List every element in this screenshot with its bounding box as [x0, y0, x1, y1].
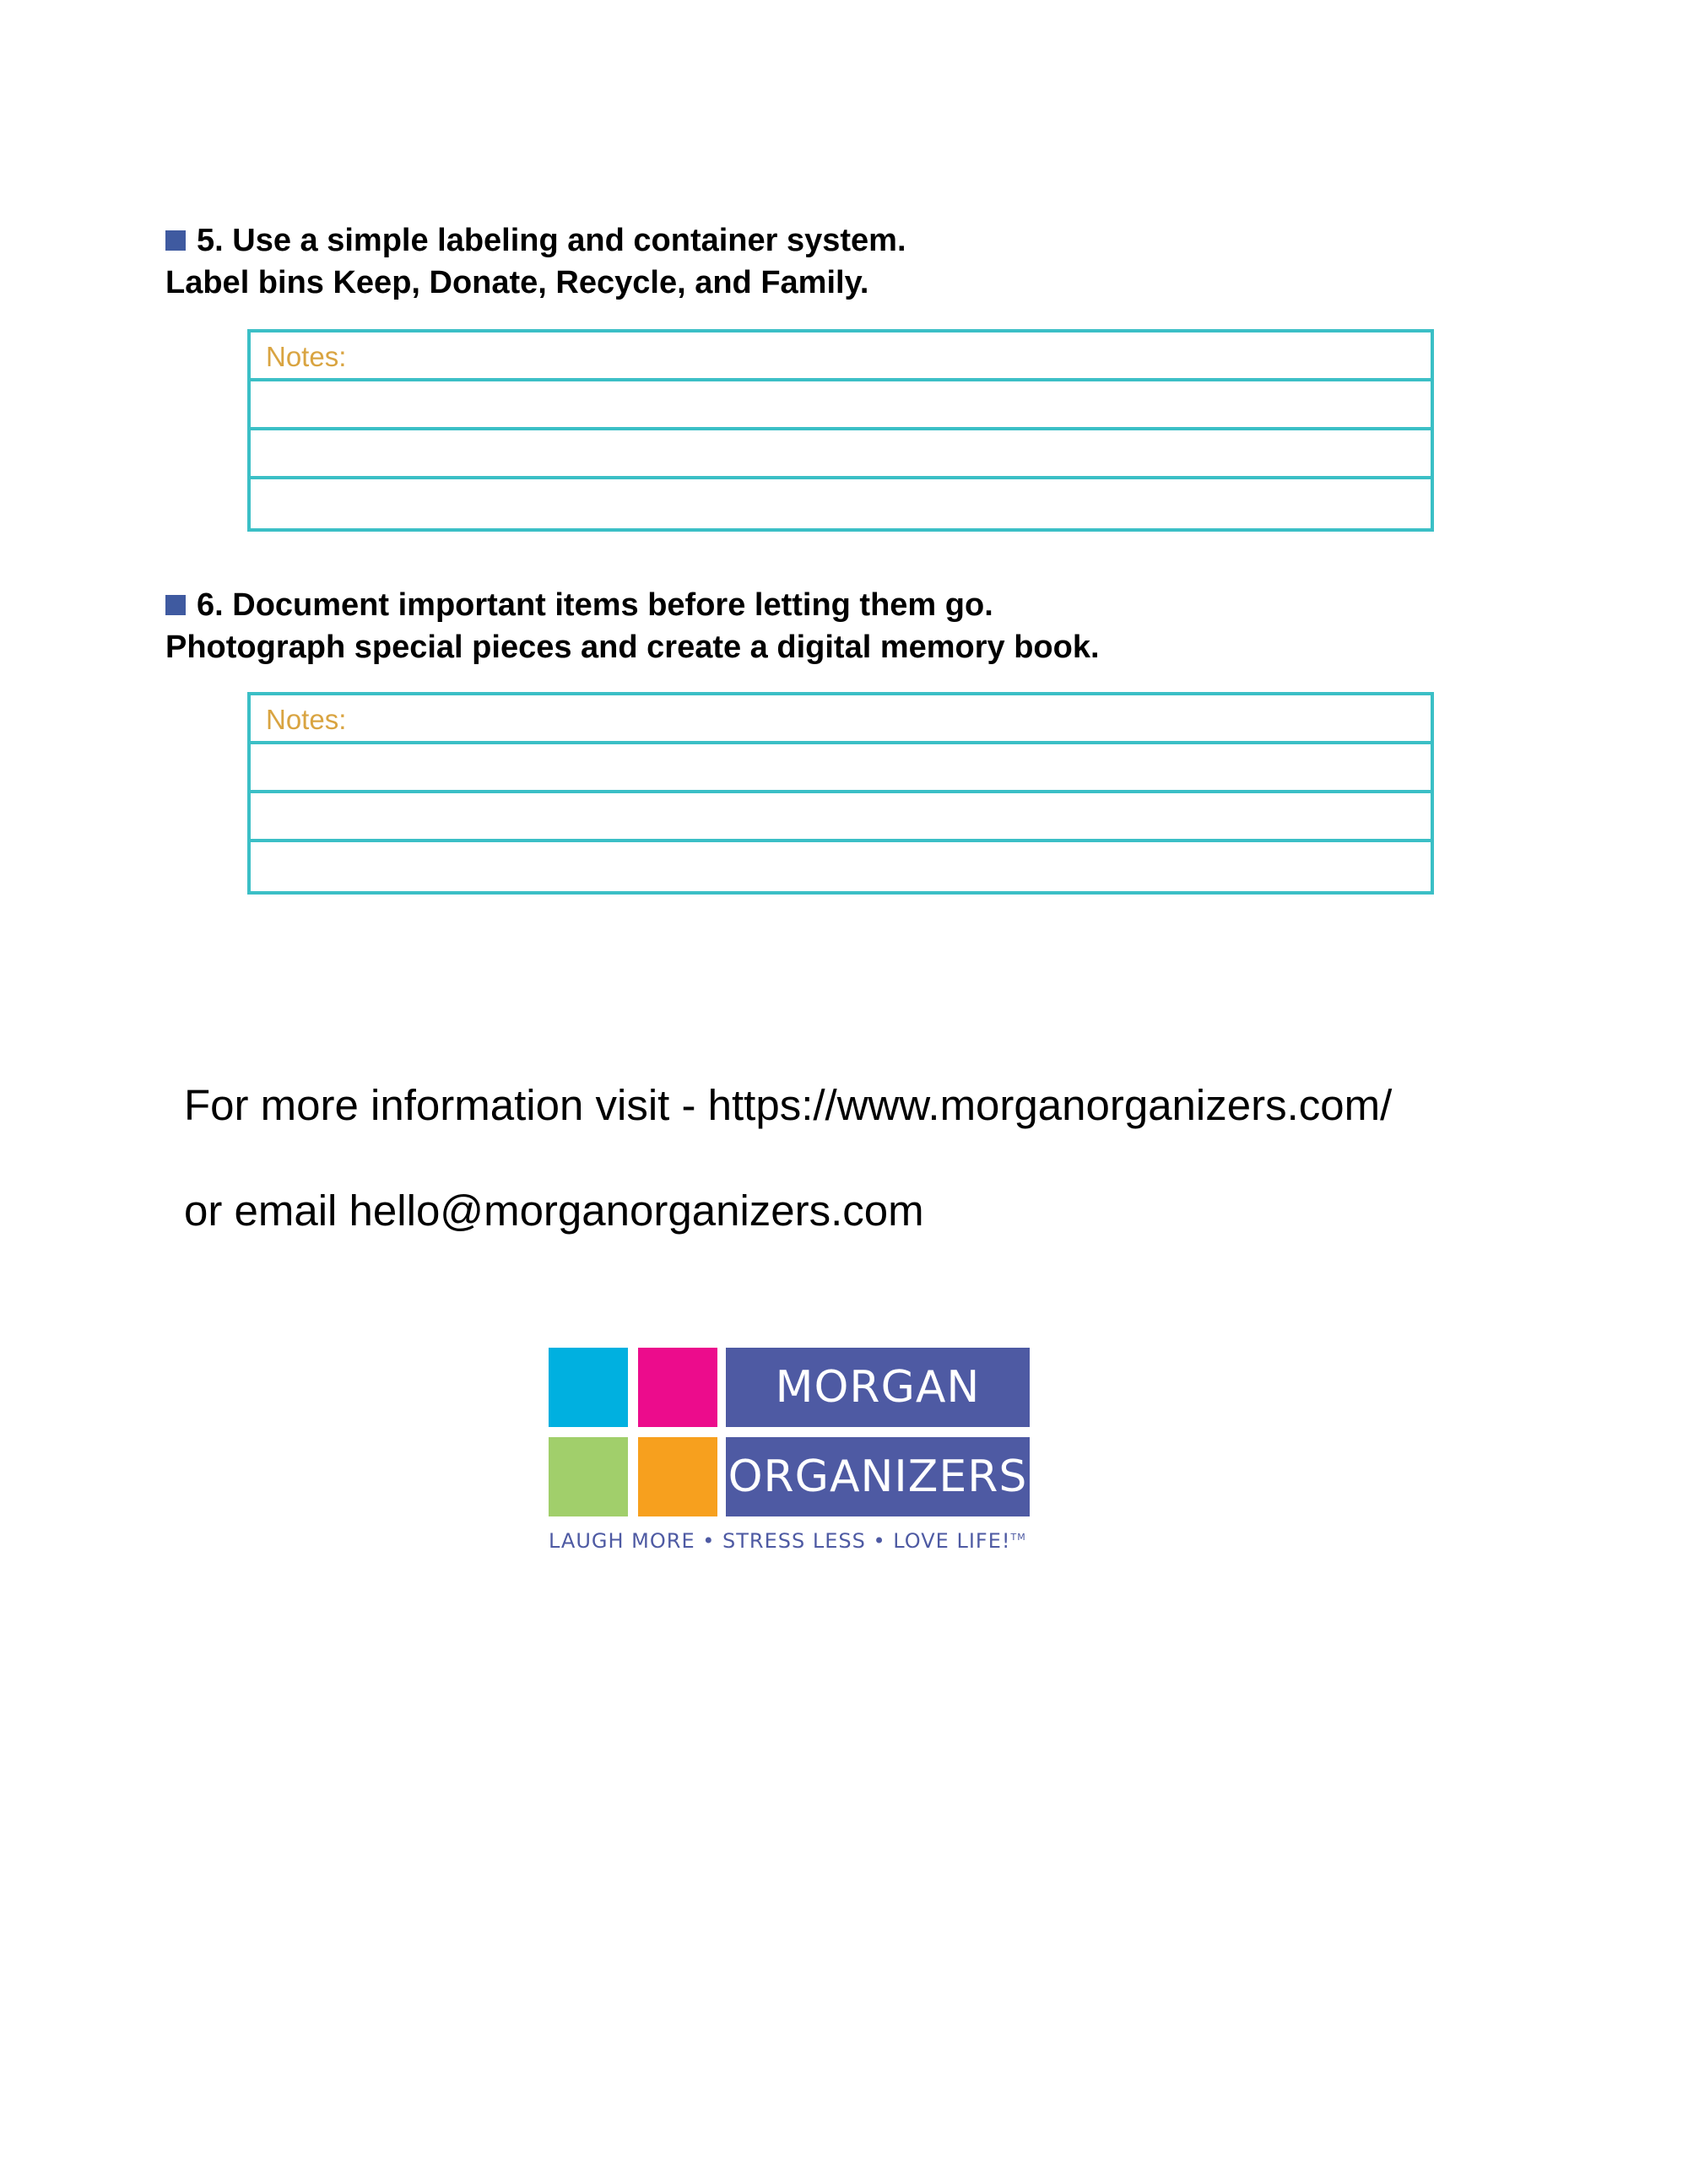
morgan-organizers-logo: [549, 1348, 1038, 1553]
logo-square-green: [549, 1437, 628, 1516]
section-subtext: Photograph special pieces and create a digital memory book.: [165, 630, 1100, 665]
section-heading: [165, 584, 1100, 626]
logo-square-orange: [638, 1437, 717, 1516]
notes-line[interactable]: [251, 744, 1431, 793]
notes-line[interactable]: [251, 479, 1431, 528]
square-bullet-icon: [165, 230, 186, 251]
contact-email-text: or email hello@morganorganizers.com: [184, 1187, 924, 1235]
notes-label: Notes:: [266, 341, 347, 372]
logo-square-cyan: [549, 1348, 628, 1427]
notes-line[interactable]: [251, 695, 1431, 744]
notes-label: Notes:: [266, 704, 347, 735]
notes-box-6: [247, 692, 1434, 895]
section-title: 5. Use a simple labeling and container system.: [197, 223, 906, 258]
section-title: 6. Document important items before letting them go.: [197, 587, 993, 623]
notes-line[interactable]: [251, 430, 1431, 479]
notes-line[interactable]: [251, 381, 1431, 430]
notes-box-5: [247, 329, 1434, 532]
logo-square-magenta: [638, 1348, 717, 1427]
notes-line[interactable]: [251, 332, 1431, 381]
square-bullet-icon: [165, 595, 186, 615]
section-6: [165, 584, 1100, 668]
notes-line[interactable]: [251, 842, 1431, 891]
notes-line[interactable]: [251, 793, 1431, 842]
logo-trademark: TM: [1010, 1532, 1026, 1543]
logo-tagline-text: LAUGH MORE • STRESS LESS • LOVE LIFE!: [549, 1529, 1011, 1553]
contact-visit-text: For more information visit - https://www.morganorganizers.com/: [184, 1081, 1393, 1129]
logo-brand-organizers: ORGANIZERS: [726, 1437, 1030, 1516]
logo-brand-morgan: MORGAN: [726, 1348, 1030, 1427]
section-heading: [165, 219, 906, 262]
logo-tagline: [549, 1525, 1038, 1554]
section-subtext: Label bins Keep, Donate, Recycle, and Family.: [165, 265, 869, 300]
section-5: [165, 219, 906, 304]
